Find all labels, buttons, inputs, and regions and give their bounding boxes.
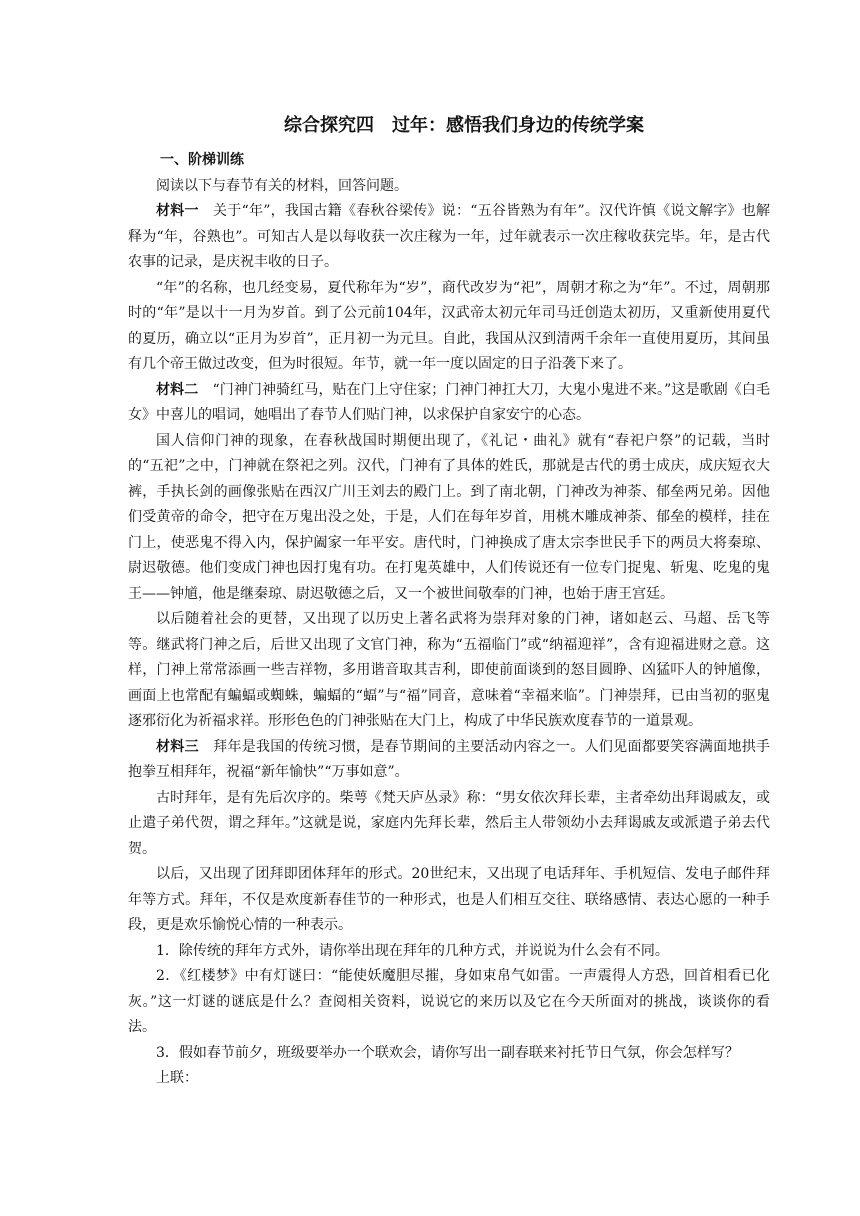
material-one-label: 材料一 bbox=[156, 203, 199, 219]
material-three-paragraph bbox=[128, 735, 770, 786]
question-1: 1．除传统的拜年方式外，请你举出现在拜年的几种方式，并说说为什么会有不同。 bbox=[156, 942, 669, 959]
material-three-label: 材料三 bbox=[156, 738, 199, 755]
material-three-paragraph-2: 古时拜年，是有先后次序的。柴萼《梵天庐丛录》称：“男女依次拜长辈，主者牵幼出拜谒戚友，或止遣子弟代贺，谓之拜年。”这就是说，家庭内先拜长辈，然后主人带领幼小去拜谒戚友或派遣子弟去代贺。 bbox=[128, 789, 770, 857]
material-two-text: “门神门神骑红马，贴在门上守住家；门神门神扛大刀，大鬼小鬼进不来。”这是歌剧《白毛女》中喜儿的唱词，她唱出了春节人们贴门神，以求保护自家安宁的心态。 bbox=[128, 381, 771, 423]
question-3: 3．假如春节前夕，班级要举办一个联欢会，请你写出一副春联来衬托节日气氛，你会怎样写？ bbox=[156, 1044, 739, 1061]
material-three-paragraph-3: 以后，又出现了团拜即团体拜年的形式。20世纪末，又出现了电话拜年、手机短信、发电子邮件拜年等方式。拜年，不仅是欢度新春佳节的一种形式，也是人们相互交往、联络感情、表达心愿的一种手段，更是欢乐愉悦心情的一种表示。 bbox=[128, 866, 770, 933]
material-two-label: 材料二 bbox=[156, 381, 199, 398]
upper-couplet-label: 上联： bbox=[156, 1070, 198, 1086]
question-2: 2．《红楼梦》中有灯谜曰：“能使妖魔胆尽摧，身如束帛气如雷。一声震得人方恐，回首相看已化灰。”这一灯谜的谜底是什么？查阅相关资料，说说它的来历以及它在今天所面对的挑战，谈谈你的看法。 bbox=[128, 968, 770, 1035]
intro-paragraph: 阅读以下与春节有关的材料，回答问题。 bbox=[156, 177, 408, 194]
page-title: 综合探究四 过年：感悟我们身边的传统学案 bbox=[284, 115, 644, 136]
material-one-text: 关于“年”，我国古籍《春秋谷梁传》说：“五谷皆熟为有年”。汉代许慎《说文解字》也解释为“年，谷熟也”。可知古人是以每收获一次庄稼为一年，过年就表示一次庄稼收获完毕。年，是古代农事的记录，是庆祝丰收的日子。 bbox=[128, 203, 771, 270]
material-one-paragraph bbox=[128, 199, 770, 276]
material-three-text: 拜年是我国的传统习惯，是春节期间的主要活动内容之一。人们见面都要笑容满面地拱手抱拳互相拜年，祝福“新年愉快”“万事如意”。 bbox=[128, 738, 771, 780]
material-two-paragraph bbox=[128, 378, 770, 429]
section-heading: 一、阶梯训练 bbox=[160, 152, 244, 168]
material-two-paragraph-3: 以后随着社会的更替，又出现了以历史上著名武将为崇拜对象的门神，诸如赵云、马超、岳飞等等。继武将门神之后，后世又出现了文官门神，称为“五福临门”或“纳福迎祥”，含有迎福进财之意。这样，门神上常常添画一些吉祥物，多用谐音取其吉利，即使前面谈到的怒目圆睁、凶猛吓人的钟馗像，画面上也常配有蝙蝠或蜘蛛，蝙蝠的“蝠”与“福”同音，意味着“幸福来临”。门神崇拜，已由当初的驱鬼逐邪衍化为祈福求祥。形形色色的门神张贴在大门上，构成了中华民族欢度春节的一道景观。 bbox=[128, 611, 770, 729]
material-one-paragraph-2: “年”的名称，也几经变易，夏代称年为“岁”，商代改岁为“祀”，周朝才称之为“年”。不过，周朝那时的“年”是以十一月为岁首。到了公元前104年，汉武帝太初元年司马迁创造太初历，又重新使用夏代的夏历，确立以“正月为岁首”，正月初一为元旦。自此，我国从汉到清两千余年一直使用夏历，其间虽有几个帝王做过改变，但为时很短。年节，就一年一度以固定的日子沿袭下来了。 bbox=[128, 279, 770, 372]
material-two-paragraph-2: 国人信仰门神的现象，在春秋战国时期便出现了，《礼记・曲礼》就有“春祀户祭”的记载，当时的“五祀”之中，门神就在祭祀之列。汉代，门神有了具体的姓氏，那就是古代的勇士成庆，成庆短衣大裤，手执长剑的画像张贴在西汉广川王刘去的殿门上。到了南北朝，门神改为神荼、郁垒两兄弟。因他们受黄帝的命令，把守在万鬼出没之处，于是，人们在每年岁首，用桃木雕成神荼、郁垒的模样，挂在门上，使恶鬼不得入内，保护阖家一年平安。唐代时，门神换成了唐太宗李世民手下的两员大将秦琼、尉迟敬德。他们变成门神也因打鬼有功。在打鬼英雄中，人们传说还有一位专门捉鬼、斩鬼、吃鬼的鬼王——钟馗，他是继秦琼、尉迟敬德之后，又一个被世间敬奉的门神，也始于唐王宫廷。 bbox=[128, 432, 770, 602]
